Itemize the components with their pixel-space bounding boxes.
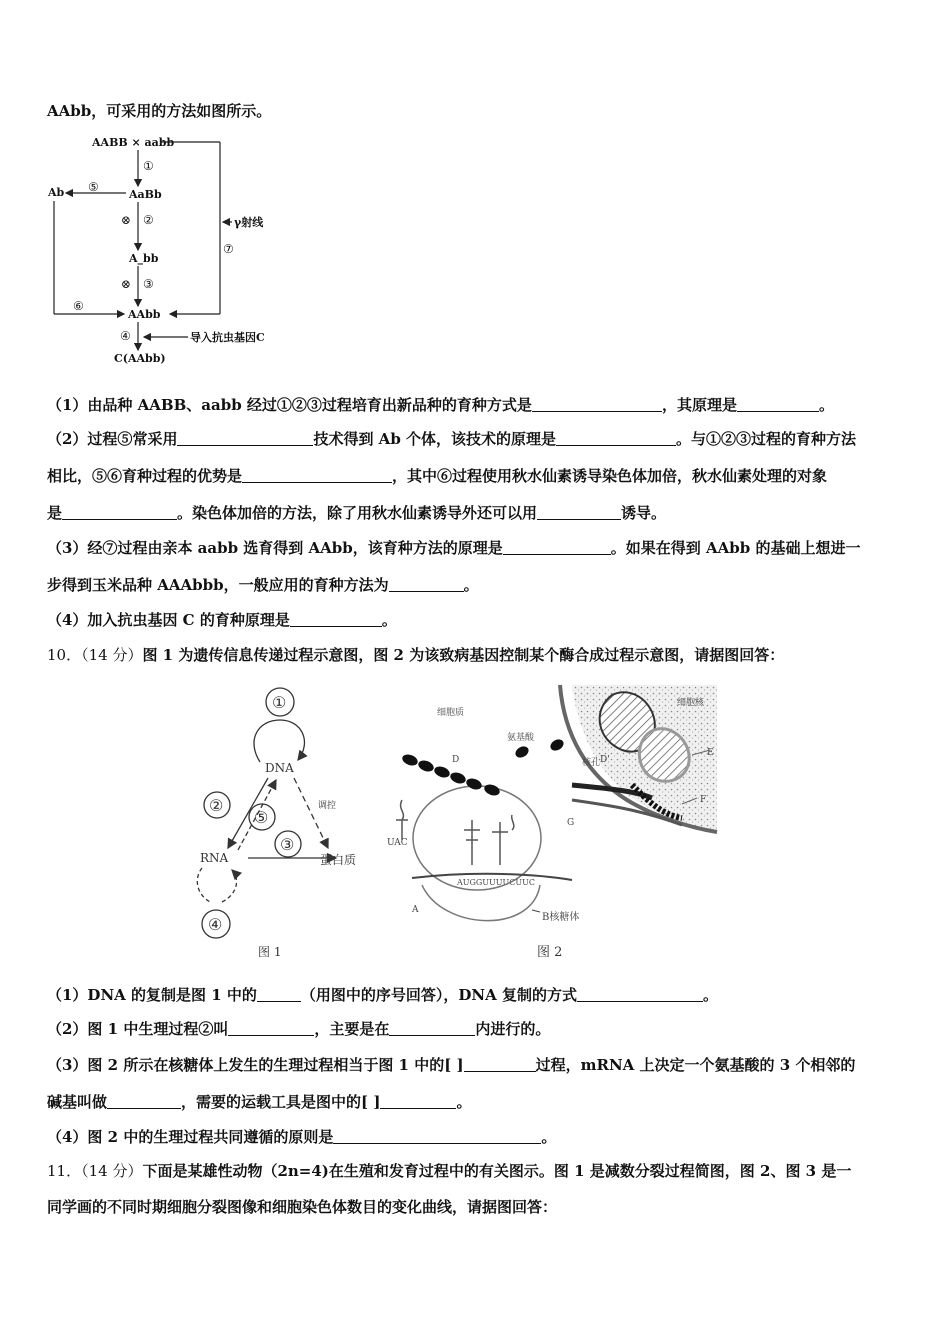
fig2-codons-label: AUGGUUUUCUUC bbox=[457, 878, 535, 887]
step7-label: ⑦ bbox=[223, 242, 234, 256]
fig1-protein: 蛋白质 bbox=[320, 853, 357, 867]
fig2-cytoplasm-label: 细胞质 bbox=[437, 708, 465, 718]
selfing-mark-1: ⊗ bbox=[121, 213, 132, 227]
answer-blank[interactable] bbox=[737, 396, 819, 412]
answer-blank[interactable] bbox=[577, 986, 703, 1002]
fig2-g-label: G bbox=[567, 818, 575, 828]
fig1-step5: ⑤ bbox=[254, 808, 269, 827]
figure-1 bbox=[188, 680, 388, 970]
parents-label: AABB × aabb bbox=[92, 136, 175, 149]
fig2-pore-label: 核孔 bbox=[582, 758, 601, 768]
answer-blank[interactable] bbox=[537, 504, 621, 520]
fig1-rna: RNA bbox=[200, 851, 229, 865]
step4-label: ④ bbox=[120, 329, 131, 343]
q9-part3-line1: （3）经⑦过程由亲本 aabb 选育得到 AAbb，该育种方法的原理是 。如果在得到 AAbb 的基础上想进一 bbox=[47, 539, 861, 557]
fig2-ribosome-label: B核糖体 bbox=[542, 912, 580, 923]
answer-blank[interactable] bbox=[107, 1093, 181, 1109]
answer-blank[interactable] bbox=[333, 1128, 541, 1144]
intro-line: AAbb，可采用的方法如图所示。 bbox=[47, 102, 272, 120]
fig2-amino-label: 氨基酸 bbox=[507, 733, 535, 743]
figure-2 bbox=[382, 680, 722, 970]
pure-label: AAbb bbox=[128, 308, 161, 321]
answer-blank[interactable] bbox=[532, 396, 662, 412]
q9-part3-line2: 步得到玉米品种 AAAbbb，一般应用的育种方法为 。 bbox=[47, 576, 479, 594]
answer-blank[interactable] bbox=[177, 430, 313, 446]
step1-label: ① bbox=[143, 159, 154, 173]
q10-part2: （2）图 1 中生理过程②叫 ，主要是在 内进行的。 bbox=[47, 1020, 551, 1038]
ribosome bbox=[412, 786, 575, 921]
answer-blank[interactable] bbox=[62, 504, 177, 520]
fig1-step3: ③ bbox=[280, 835, 295, 854]
final-label: C(AAbb) bbox=[114, 352, 166, 365]
fig1-step2: ② bbox=[209, 796, 224, 815]
gene-import-label: 导入抗虫基因C bbox=[190, 331, 265, 344]
q10-part3-line2: 碱基叫做 ，需要的运载工具是图中的[ ] 。 bbox=[47, 1093, 472, 1111]
f1-label: AaBb bbox=[129, 188, 162, 201]
step3-label: ③ bbox=[143, 277, 154, 291]
fig2-d-prime-label: D' bbox=[600, 755, 610, 765]
step5-label: ⑤ bbox=[88, 180, 99, 194]
answer-blank[interactable] bbox=[389, 576, 464, 592]
q9-part2-line2: 相比，⑤⑥育种过程的优势是 ，其中⑥过程使用秋水仙素诱导染色体加倍，秋水仙素处理的对象 bbox=[47, 467, 828, 485]
peptide-chain bbox=[401, 737, 566, 797]
q11-stem-cont: 同学画的不同时期细胞分裂图像和细胞染色体数目的变化曲线，请据图回答： bbox=[47, 1198, 558, 1216]
q10-part4: （4）图 2 中的生理过程共同遵循的原则是 。 bbox=[47, 1128, 557, 1146]
answer-blank[interactable] bbox=[503, 539, 611, 555]
fig1-dna: DNA bbox=[265, 761, 294, 775]
fig1-caption: 图 1 bbox=[258, 945, 282, 959]
step6-label: ⑥ bbox=[73, 299, 84, 313]
q9-part2-line1: （2）过程⑤常采用 技术得到 Ab 个体，该技术的原理是 。与①②③过程的育种方法 bbox=[47, 430, 857, 448]
gamma-label: γ射线 bbox=[234, 216, 264, 229]
answer-blank[interactable] bbox=[290, 611, 382, 627]
f2-label: A_bb bbox=[129, 252, 159, 265]
fig1-step1: ① bbox=[272, 693, 287, 712]
fig2-nucleus-label: 细胞核 bbox=[677, 698, 705, 708]
q9-part4: （4）加入抗虫基因 C 的育种原理是 。 bbox=[47, 611, 397, 629]
fig2-d-label: D bbox=[452, 755, 460, 765]
answer-blank[interactable] bbox=[464, 1056, 536, 1072]
answer-blank[interactable] bbox=[556, 430, 676, 446]
answer-blank[interactable] bbox=[257, 986, 301, 1002]
haploid-label: Ab bbox=[48, 186, 65, 199]
q9-part2-line3: 是 。染色体加倍的方法，除了用秋水仙素诱导外还可以用 诱导。 bbox=[47, 504, 667, 522]
breeding-diagram bbox=[40, 128, 320, 368]
answer-blank[interactable] bbox=[242, 467, 392, 483]
step2-label: ② bbox=[143, 213, 154, 227]
answer-blank[interactable] bbox=[228, 1020, 314, 1036]
fig1-step4: ④ bbox=[208, 915, 223, 934]
fig2-caption: 图 2 bbox=[537, 945, 563, 960]
selfing-mark-2: ⊗ bbox=[121, 277, 132, 291]
fig2-f-label: F bbox=[700, 795, 707, 805]
fig1-regulation: 调控 bbox=[318, 801, 337, 811]
q10-stem: 10．（14 分）图 1 为遗传信息传递过程示意图，图 2 为该致病基因控制某个酶合成过程示意图，请据图回答： bbox=[47, 646, 785, 664]
q11-stem: 11．（14 分）下面是某雄性动物（2n=4)在生殖和发育过程中的有关图示。图 1 是减数分裂过程简图，图 2、图 3 是一 bbox=[47, 1162, 852, 1180]
q10-part3-line1: （3）图 2 所示在核糖体上发生的生理过程相当于图 1 中的[ ] 过程，mRNA 上决定一个氨基酸的 3 个相邻的 bbox=[47, 1056, 856, 1074]
q10-part1: （1）DNA 的复制是图 1 中的 （用图中的序号回答），DNA 复制的方式 。 bbox=[47, 986, 719, 1004]
fig2-a-label: A bbox=[412, 905, 419, 915]
answer-blank[interactable] bbox=[389, 1020, 475, 1036]
fig2-uac-label: UAC bbox=[387, 838, 408, 848]
fig2-e-label: E bbox=[707, 748, 714, 758]
answer-blank[interactable] bbox=[380, 1093, 456, 1109]
q9-part1: （1）由品种 AABB、aabb 经过①②③过程培育出新品种的育种方式是 ，其原理是 。 bbox=[47, 396, 834, 414]
